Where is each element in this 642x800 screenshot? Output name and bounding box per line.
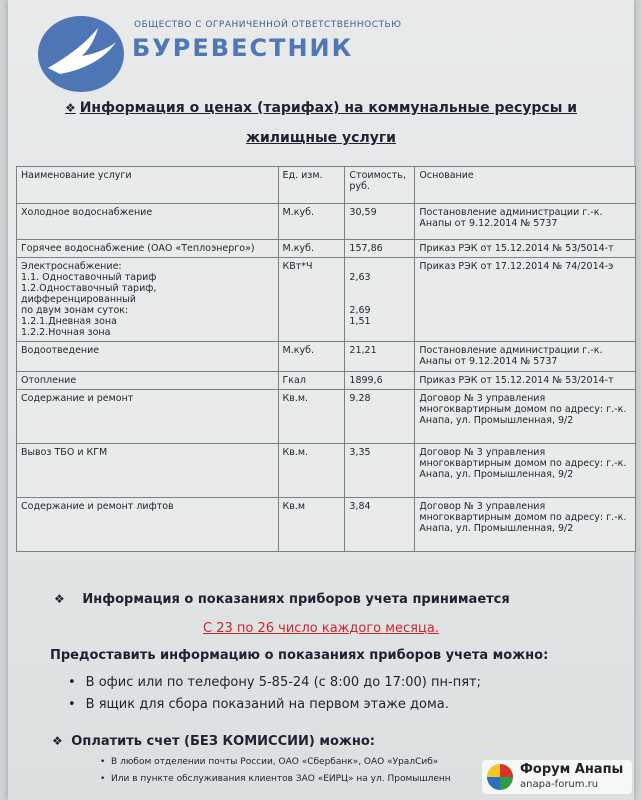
payment-options-list	[100, 757, 451, 791]
cell-service: Отопление	[17, 372, 279, 390]
forum-watermark[interactable]	[482, 760, 632, 794]
cell-basis: Постановление администрации г.-к. Анапы от 9.12.2014 № 5737	[415, 204, 636, 240]
page-title	[8, 100, 634, 146]
diamond-bullet-icon: ❖	[52, 734, 63, 748]
watermark-title: Форум Анапы	[520, 762, 624, 777]
title-line-2: жилищные услуги	[246, 130, 396, 146]
cell-service: Содержание и ремонт	[17, 390, 279, 444]
cell-basis: Приказ РЭК от 15.12.2014 № 53/5014-т	[415, 240, 636, 258]
table-row	[17, 372, 636, 390]
cell-service: Холодное водоснабжение	[17, 204, 279, 240]
watermark-url[interactable]: anapa-forum.ru	[520, 779, 599, 790]
cell-unit: Кв.м.	[278, 390, 345, 444]
table-header-row	[17, 167, 636, 204]
cell-service: Содержание и ремонт лифтов	[17, 498, 279, 552]
org-type: ОБЩЕСТВО С ОГРАНИЧЕННОЙ ОТВЕТСТВЕННОСТЬЮ	[134, 20, 402, 30]
table-row	[17, 258, 636, 342]
diamond-bullet-icon: ❖	[64, 101, 76, 115]
list-item: • В любом отделении почты России, ОАО «Сбербанк», ОАО «УралСиб»	[100, 757, 439, 767]
cell-price: 1899,6	[345, 372, 415, 390]
col-header-service: Наименование услуги	[17, 167, 279, 204]
cell-unit: М.куб.	[278, 342, 345, 372]
cell-basis: Договор № 3 управления многоквартирным домом по адресу: г.-к. Анапа, ул. Промышленная, 9/2	[415, 498, 636, 552]
cell-basis: Постановление администрации г.-к. Анапы от 9.12.2014 № 5737	[415, 342, 636, 372]
list-item: • Или в пункте обслуживания клиентов ЗАО «ЕИРЦ» на ул. Промышленн	[100, 774, 451, 784]
company-logo	[38, 6, 402, 96]
col-header-unit: Ед. изм.	[278, 167, 345, 204]
cell-service: Горячее водоснабжение (ОАО «Теплоэнерго»)	[17, 240, 279, 258]
title-line-1: Информация о ценах (тарифах) на коммунальные ресурсы и	[79, 100, 578, 116]
meters-dates: С 23 по 26 число каждого месяца.	[203, 621, 439, 636]
cell-service: Вывоз ТБО и КГМ	[17, 444, 279, 498]
provide-heading: Предоставить информацию о показаниях приборов учета можно:	[50, 648, 549, 663]
table-row	[17, 204, 636, 240]
payment-heading-text: Оплатить счет (БЕЗ КОМИССИИ) можно:	[71, 734, 375, 749]
table-row	[17, 390, 636, 444]
beach-ball-icon	[486, 763, 514, 795]
list-item: • В ящик для сбора показаний на первом этаже дома.	[68, 697, 449, 712]
table-row	[17, 240, 636, 258]
cell-price: 30,59	[345, 204, 415, 240]
meters-heading	[54, 592, 510, 607]
cell-basis: Договор № 3 управления многоквартирным домом по адресу: г.-к. Анапа, ул. Промышленная, 9/2	[415, 444, 636, 498]
bullet-icon: •	[68, 697, 76, 712]
cell-basis: Приказ РЭК от 17.12.2014 № 74/2014-э	[415, 258, 636, 342]
diamond-bullet-icon: ❖	[54, 592, 65, 606]
org-name: БУРЕВЕСТНИК	[132, 34, 354, 62]
seagull-logo-icon	[38, 16, 124, 92]
cell-service: Электроснабжение: 1.1. Одноставочный тариф 1.2.Одноставочный тариф, дифференцированный по двум зонам суток: 1.2.1.Дневная зона 1.2.2.Ночная зона	[17, 258, 279, 342]
table-row	[17, 444, 636, 498]
cell-price: 21,21	[345, 342, 415, 372]
cell-basis: Приказ РЭК от 15.12.2014 № 53/2014-т	[415, 372, 636, 390]
table-row	[17, 498, 636, 552]
bullet-icon: •	[100, 774, 106, 784]
notice-sheet	[8, 0, 634, 800]
tariff-table	[16, 166, 636, 552]
cell-price: 157,86	[345, 240, 415, 258]
cell-unit: М.куб.	[278, 240, 345, 258]
cell-unit: Кв.м.	[278, 444, 345, 498]
meters-heading-text: Информация о показаниях приборов учета принимается	[82, 592, 510, 607]
cell-price: 9.28	[345, 390, 415, 444]
cell-price: 2,63 2,69 1,51	[345, 258, 415, 342]
cell-price: 3,35	[345, 444, 415, 498]
bullet-icon: •	[68, 675, 76, 690]
cell-price: 3,84	[345, 498, 415, 552]
payment-heading	[52, 734, 375, 749]
cell-basis: Договор № 3 управления многоквартирным домом по адресу: г.-к. Анапа, ул. Промышленная, 9/2	[415, 390, 636, 444]
cell-unit: М.куб.	[278, 204, 345, 240]
cell-unit: Кв.м	[278, 498, 345, 552]
meters-options-list	[68, 675, 481, 719]
col-header-basis: Основание	[415, 167, 636, 204]
list-item: • В офис или по телефону 5-85-24 (с 8:00 до 17:00) пн-пят;	[68, 675, 481, 690]
bullet-icon: •	[100, 757, 106, 767]
table-row	[17, 342, 636, 372]
col-header-price: Стоимость, руб.	[345, 167, 415, 204]
cell-unit: Гкал	[278, 372, 345, 390]
cell-service: Водоотведение	[17, 342, 279, 372]
cell-unit: КВт*Ч	[278, 258, 345, 342]
